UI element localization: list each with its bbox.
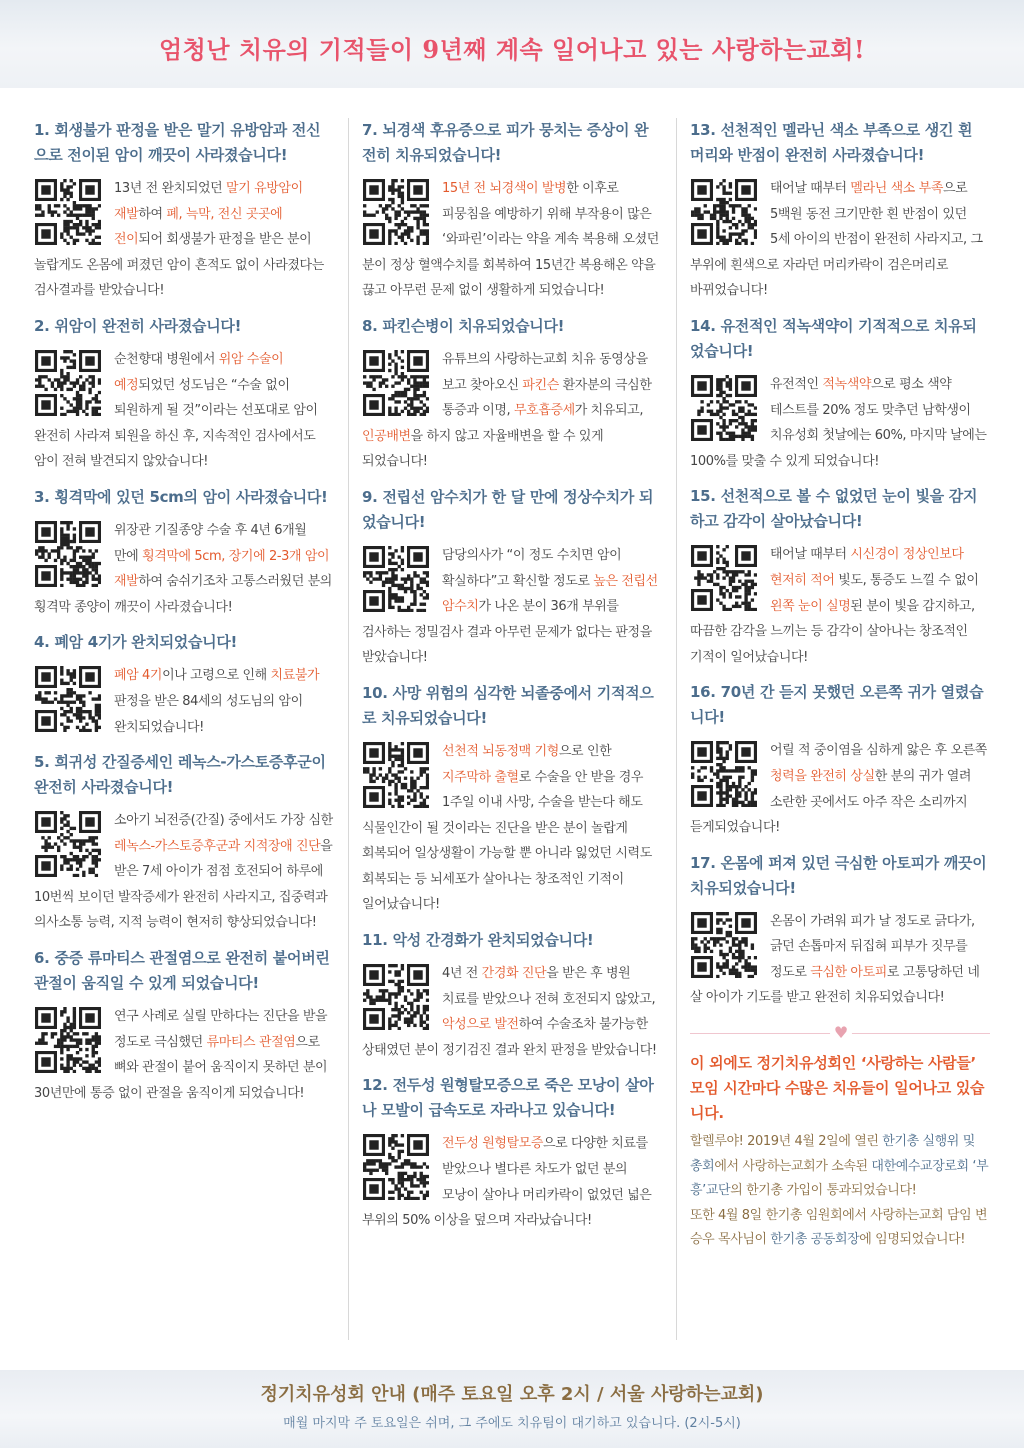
- highlight-text: 횡격막에 5cm, 장기에 2-3개 암이 재발: [114, 548, 330, 590]
- highlight-text: 폐, 늑막, 전신 곳곳에 전이: [114, 206, 283, 248]
- testimony-title: 14. 유전적인 적녹색약이 기적적으로 치유되었습니다!: [690, 316, 977, 360]
- body-text: 된 분이 빛을 감지하고, 따끔한 감각을 느끼는 등 감각이 살아나는 창조적인 기적이 일어났습니다!: [690, 598, 975, 665]
- body-text: 연구 사례로 실릴 만하다는 진단을 받을 정도로 극심했던: [114, 1009, 328, 1050]
- testimony-item: [34, 630, 334, 740]
- body-text: 온몸이 가려워 피가 날 정도로 긁다가, 긁던 손톱마저 뒤집혀 피부가 짓무를 정도로: [770, 913, 975, 980]
- page-title: 엄청난 치유의 기적들이 9년째 계속 일어나고 있는 사랑하는교회!: [158, 35, 865, 64]
- highlight-text: 적녹색약: [822, 376, 872, 392]
- testimony-item: [34, 750, 334, 936]
- testimony-item: [34, 946, 334, 1106]
- extra-notice-title: 이 외에도 정기치유성회인 ‘사랑하는 사람들’ 모임 시간마다 수많은 치유들이 일어나고 있습니다.: [690, 1054, 985, 1123]
- footer-banner: [0, 1370, 1024, 1448]
- column-divider: [348, 118, 349, 1340]
- body-text: 으로 평소 색약 테스트를 20% 정도 맞추던 남학생이 치유성회 첫날에는 60%, 마지막 날에는 100%를 맞출 수 있게 되었습니다!: [690, 376, 987, 469]
- heart-cross-icon: ♥: [830, 1022, 852, 1044]
- testimony-title: 10. 사망 위험의 심각한 뇌졸중에서 기적적으로 치유되었습니다!: [362, 683, 654, 727]
- qr-code-icon[interactable]: [34, 1006, 104, 1076]
- body-text: 을 받은 7세 아이가 점점 호전되어 하루에 10번씩 보이던 발작증세가 완전히 사라지고, 집중력과 의사소통 능력, 지적 능력이 현저히 향상되었습니다!: [34, 838, 333, 931]
- highlight-text: 높은 전립선 암수치: [442, 573, 658, 615]
- qr-code-icon[interactable]: [690, 178, 760, 248]
- testimony-title: 12. 전두성 원형탈모증으로 죽은 모낭이 살아나 모발이 급속도로 자라나고 있습니다!: [362, 1076, 654, 1120]
- extra-notice-body: [690, 1130, 990, 1204]
- body-text: 태어날 때부터: [770, 181, 851, 196]
- highlight-text: 악성으로 발전: [442, 1017, 519, 1033]
- body-text: 한 이후로 피뭉침을 예방하기 위해 부작용이 많은 ‘와파린’이라는 약을 계속 복용해 오셨던 분이 정상 혈액수치를 회복하여 15년간 복용해온 약을 끊고 아무런 문제 없이 생활하게 되었습니다!: [362, 181, 659, 299]
- body-text: 위장관 기질종양 수술 후 4년 6개월 만에: [114, 522, 307, 564]
- highlight-text: 파킨슨: [522, 377, 559, 393]
- highlight-text: 15년 전 뇌경색이 발병: [442, 181, 567, 196]
- highlight-text: 시신경이 정상인보다 현저히 적어: [770, 547, 964, 588]
- extra-notice-body-2: [690, 1204, 990, 1253]
- highlight-text: 지주막하 출혈: [442, 769, 519, 785]
- highlight-text: 폐암 4기: [114, 668, 163, 684]
- testimony-body: [362, 347, 662, 475]
- highlight-text: 류마티스 관절염: [206, 1034, 296, 1050]
- testimony-item: [362, 681, 662, 918]
- body-text: 가 치유되고,: [574, 403, 644, 419]
- testimony-title: 3. 횡격막에 있던 5cm의 암이 사라졌습니다!: [34, 487, 328, 506]
- highlight-text: 전두성 원형탈모증: [442, 1136, 543, 1152]
- body-text: 을 하지 않고 자율배변을 할 수 있게 되었습니다!: [362, 428, 604, 470]
- qr-code-icon[interactable]: [362, 741, 432, 811]
- testimony-body: [362, 1131, 662, 1233]
- body-text: 태어날 때부터: [770, 547, 851, 563]
- body-text: 로 수술을 안 받을 경우 1주일 이내 사망, 수술을 받는다 해도 식물인간이 될 것이라는 진단을 받은 분이 놀랍게 회복되어 일상생활이 가능할 뿐 아니라 잃었던 시력도 회복되는 등 뇌세포가 살아나는 창조적인 기적이 일어났습니다!: [362, 769, 652, 913]
- testimony-title: 6. 중증 류마티스 관절염으로 완전히 붙어버린 관절이 움직일 수 있게 되었습니다!: [34, 949, 330, 993]
- testimony-item: [362, 928, 662, 1063]
- body-text: 순천향대 병원에서: [114, 351, 219, 367]
- testimony-item: [690, 680, 990, 840]
- body-text: 되었던 성도님은 “수술 없이 퇴원하게 될 것”이라는 선포대로 암이 완전히 사라져 퇴원을 하신 후, 지속적인 검사에서도 암이 전혀 발견되지 않았습니다!: [34, 377, 318, 470]
- testimony-body: [362, 543, 662, 671]
- testimony-title: 7. 뇌경색 후유증으로 피가 뭉치는 증상이 완전히 치유되었습니다!: [362, 121, 649, 164]
- testimony-body: [362, 739, 662, 918]
- body-text: 13년 전 완치되었던: [114, 181, 227, 196]
- qr-code-icon[interactable]: [34, 520, 104, 590]
- testimony-body: [690, 372, 990, 474]
- testimony-item: [34, 485, 334, 620]
- qr-code-icon[interactable]: [34, 665, 104, 735]
- body-text: 판정을 받은 84세의 성도님의 암이 완치되었습니다!: [114, 693, 303, 735]
- testimony-item: [34, 314, 334, 475]
- testimony-item: [690, 314, 990, 474]
- highlight-text: 청력을 완전히 상실: [770, 768, 875, 784]
- body-text: 하여 숨쉬기조차 고통스러웠던 분의 횡격막 종양이 깨끗이 사라졌습니다!: [34, 574, 332, 615]
- column-3: [690, 118, 990, 1253]
- body-text: 환자분의 극심한 통증과 이명,: [442, 377, 652, 419]
- highlight-text: 무호흡증세: [514, 403, 575, 419]
- testimony-title: 5. 희귀성 간질증세인 레녹스-가스토증후군이 완전히 사라졌습니다!: [34, 753, 326, 797]
- column-divider: [676, 118, 677, 1340]
- qr-code-icon[interactable]: [362, 178, 432, 248]
- testimony-item: [34, 118, 334, 304]
- highlight-text: 레녹스-가스토증후군과 지적장애 진단: [114, 838, 321, 854]
- testimony-body: [690, 909, 990, 1011]
- body-text: 어릴 적 중이염을 심하게 앓은 후 오른쪽: [770, 743, 987, 759]
- body-text: 할렐루야! 2019년 4월 2일에 열린: [690, 1134, 883, 1150]
- testimony-title: 4. 폐암 4기가 완치되었습니다!: [34, 633, 238, 652]
- body-text: 으로 뼈와 관절이 붙어 움직이지 못하던 분이 30년만에 통증 없이 관절을 움직이게 되었습니다!: [34, 1034, 328, 1101]
- qr-code-icon[interactable]: [690, 740, 760, 810]
- highlight-text: 위암 수술이 예정: [114, 351, 284, 393]
- testimony-title: 17. 온몸에 퍼져 있던 극심한 아토피가 깨끗이 치유되었습니다!: [690, 853, 987, 897]
- highlight-text: 극심한 아토피: [810, 964, 887, 980]
- testimony-title: 16. 70년 간 듣지 못했던 오른쪽 귀가 열렸습니다!: [690, 683, 984, 727]
- column-2: [362, 118, 662, 1244]
- qr-code-icon[interactable]: [690, 911, 760, 981]
- testimony-title: 8. 파킨슨병이 치유되었습니다!: [362, 316, 565, 335]
- column-1: [34, 118, 334, 1116]
- testimony-title: 2. 위암이 완전히 사라졌습니다!: [34, 316, 242, 335]
- testimony-body: [362, 176, 662, 304]
- testimony-title: 15. 선천적으로 볼 수 없었던 눈이 빛을 감지하고 감각이 살아났습니다!: [690, 487, 978, 531]
- testimony-body: [34, 1004, 334, 1106]
- body-text: 되어 회생불가 판정을 받은 분이 놀랍게도 온몸에 퍼졌던 암이 흔적도 없이 사라졌다는 검사결과를 받았습니다!: [34, 232, 324, 299]
- highlight-text: 멜라닌 색소 부족: [850, 181, 943, 196]
- body-text: 에서 사랑하는교회가 소속된: [714, 1158, 872, 1174]
- body-text: 유튜브의 사랑하는교회 치유 동영상을 보고 찾아오신: [442, 351, 648, 393]
- body-text: 유전적인: [770, 376, 823, 392]
- testimony-body: [34, 518, 334, 620]
- qr-code-icon[interactable]: [34, 810, 104, 880]
- body-text: 으로 다양한 치료를 받았으나 별다른 차도가 없던 분의 모낭이 살아나 머리카락이 없었던 넓은 부위의 50% 이상을 덮으며 자라났습니다!: [362, 1136, 652, 1229]
- testimony-title: 1. 회생불가 판정을 받은 말기 유방암과 전신으로 전이된 암이 깨끗이 사라졌습니다!: [34, 121, 321, 164]
- qr-code-icon[interactable]: [690, 544, 760, 614]
- testimony-body: [362, 961, 662, 1063]
- body-text: 으로 5백원 동전 크기만한 흰 반점이 있던 5세 아이의 반점이 완전히 사라지고, 그 부위에 흰색으로 자라던 머리카락이 검은머리로 바뀌었습니다!: [690, 181, 983, 299]
- qr-code-icon[interactable]: [362, 1133, 432, 1203]
- section-divider: [690, 1021, 990, 1045]
- body-text: 로 고통당하던 네 살 아이가 기도를 받고 완전히 치유되었습니다!: [690, 964, 980, 1006]
- qr-code-icon[interactable]: [690, 374, 760, 444]
- testimony-item: [690, 118, 990, 304]
- qr-code-icon[interactable]: [362, 545, 432, 615]
- highlight-text: 왼쪽 눈이 실명: [770, 598, 851, 614]
- testimony-body: [690, 542, 990, 670]
- body-text: 을 받은 후 병원 치료를 받았으나 전혀 호전되지 않았고,: [442, 966, 656, 1007]
- body-text: 담당의사가 “이 정도 수치면 암이 확실하다”고 확신할 정도로: [442, 547, 622, 589]
- body-text: 으로 인한: [558, 743, 612, 759]
- highlight-text: 선천적 뇌동정맥 기형: [442, 743, 559, 759]
- body-text: 또한 4월 8일 한기총 임원회에서 사랑하는교회 담임 변승우 목사님이: [690, 1207, 988, 1248]
- testimony-item: [690, 851, 990, 1011]
- footer-title: 정기치유성회 안내 (매주 토요일 오후 2시 / 서울 사랑하는교회): [260, 1384, 764, 1405]
- highlight-text: 치료불가: [270, 668, 320, 684]
- qr-code-icon[interactable]: [362, 963, 432, 1033]
- testimony-title: 9. 전립선 암수치가 한 달 만에 정상수치가 되었습니다!: [362, 487, 654, 531]
- testimony-title: 11. 악성 간경화가 완치되었습니다!: [362, 931, 594, 950]
- highlight-text: 인공배변: [362, 428, 411, 444]
- testimony-title: 13. 선천적인 멜라닌 색소 부족으로 생긴 흰 머리와 반점이 완전히 사라졌습니다!: [690, 121, 973, 164]
- header-banner: [0, 0, 1024, 88]
- qr-code-icon[interactable]: [362, 349, 432, 419]
- highlight-text: 간경화 진단: [481, 966, 547, 982]
- qr-code-icon[interactable]: [34, 178, 104, 248]
- testimony-body: [34, 663, 334, 740]
- body-text: 가 나온 분이 36개 부위를 검사하는 정밀검사 결과 아무런 문제가 없다는 판정을 받았습니다!: [362, 599, 652, 666]
- testimony-item: [362, 485, 662, 671]
- testimony-body: [34, 347, 334, 475]
- testimony-body: [690, 738, 990, 840]
- highlight-text: 말기 유방암이 재발: [114, 181, 303, 222]
- qr-code-icon[interactable]: [34, 349, 104, 419]
- testimony-body: [34, 808, 334, 936]
- body-text: 하여 수술조차 불가능한 상태였던 분이 정기검진 결과 완치 판정을 받았습니다!: [362, 1017, 657, 1058]
- testimony-item: [690, 484, 990, 670]
- body-text: 4년 전: [442, 966, 482, 982]
- testimony-body: [690, 176, 990, 304]
- testimony-item: [362, 314, 662, 475]
- body-text: 의 한기총 가입이 통과되었습니다!: [730, 1183, 917, 1199]
- body-text: 한 분의 귀가 열려 소란한 곳에서도 아주 작은 소리까지 듣게되었습니다!: [690, 768, 972, 836]
- testimony-body: [34, 176, 334, 304]
- body-text: 소아기 뇌전증(간질) 중에서도 가장 심한: [114, 813, 333, 829]
- footer-subtitle: 매월 마지막 주 토요일은 쉬며, 그 주에도 치유팀이 대기하고 있습니다. (2시-5시): [283, 1416, 741, 1431]
- body-text: 하여: [138, 206, 167, 222]
- testimony-item: [362, 118, 662, 304]
- body-text: 이나 고령으로 인해: [162, 668, 271, 684]
- highlight-text: 대한예수교장로회 ‘부흥’교단: [690, 1158, 989, 1199]
- highlight-text: 한기총 실행위 및 총회: [690, 1134, 975, 1174]
- highlight-text: 한기총 공동회장: [770, 1232, 860, 1248]
- body-text: 에 임명되었습니다!: [859, 1232, 966, 1248]
- body-text: 빛도, 통증도 느낄 수 없이: [834, 572, 979, 588]
- testimony-item: [362, 1073, 662, 1233]
